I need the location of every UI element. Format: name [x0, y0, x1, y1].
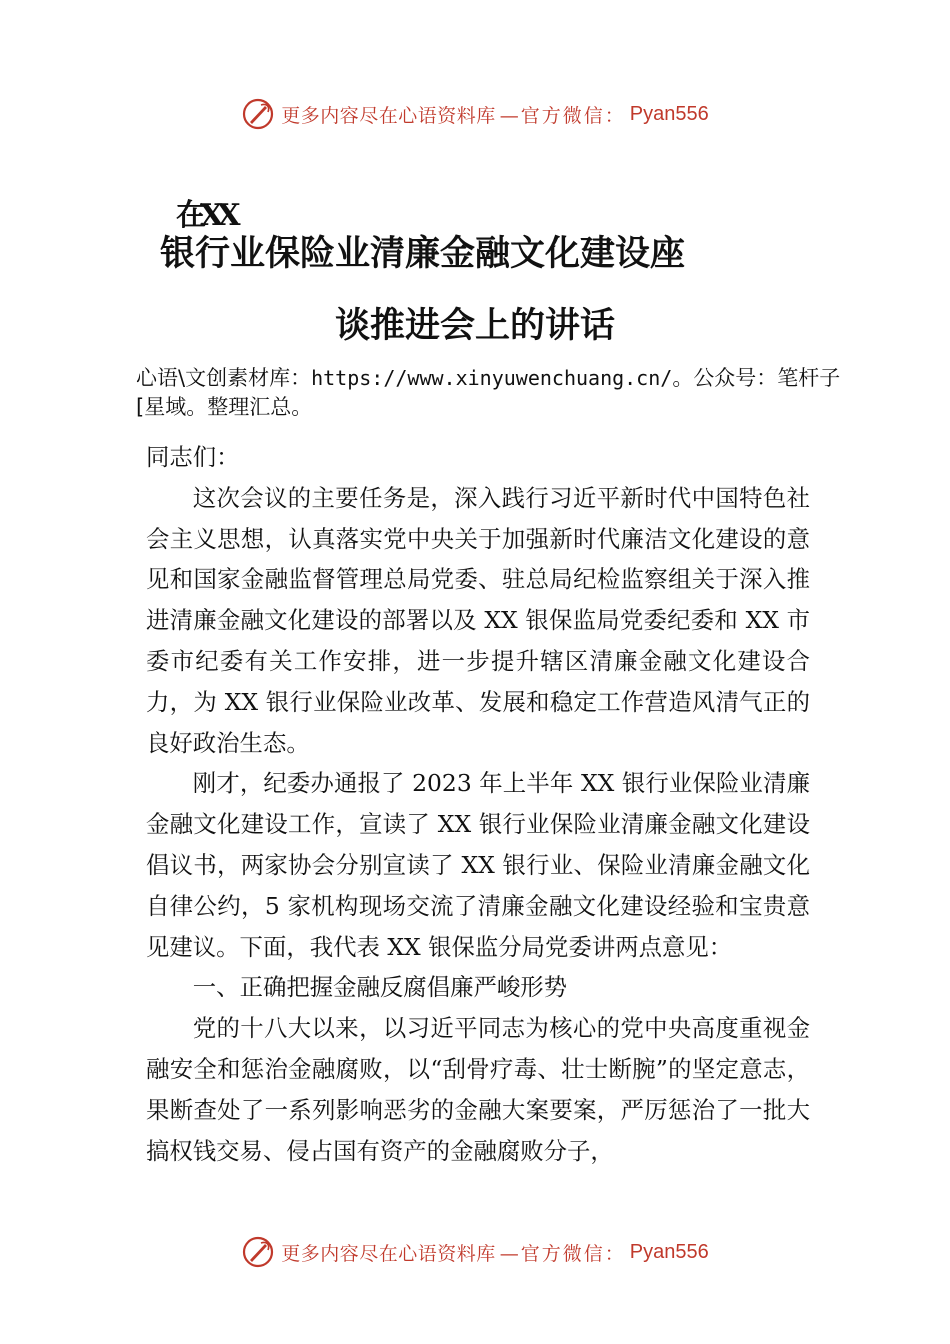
title-line-2	[0, 298, 950, 348]
quill-logo-icon	[241, 1235, 275, 1269]
source-lead: 心语\文创素材库：	[136, 366, 312, 390]
title-line-1: 银行业保险业清廉金融文化建设座	[160, 233, 686, 274]
banner-subtext: —官方微信：	[499, 104, 626, 127]
section-heading-1: 一、正确把握金融反腐倡廉严峻形势	[192, 973, 568, 1002]
banner-subtext: —官方微信：	[499, 1242, 626, 1265]
header-banner	[0, 94, 950, 134]
quill-logo-icon	[241, 97, 275, 131]
banner-wechat-id: Pyan556	[629, 1240, 709, 1263]
footer-banner	[0, 1232, 950, 1272]
source-url: https://www.xinyuwenchuang.cn/	[311, 366, 673, 390]
banner-wechat-id: Pyan556	[629, 102, 709, 125]
speech-body	[146, 437, 810, 1171]
title-line-2-text: 谈推进会上的讲话	[334, 305, 615, 346]
paragraph-1: 这次会议的主要任务是，深入践行习近平新时代中国特色社会主义思想，认真落实党中央关于加强新时代廉洁文化建设的意见和国家金融监督管理总局党委、驻总局纪检监察组关于深入推进清廉金融文化建设的部署以及 XX 银保监局党委纪委和 XX 市委市纪委有关工作安排，进一步提升辖区清廉金融文化建设合力，为 XX 银行业保险业改革、发展和稳定工作营造风清气正的良好政治生态。	[146, 483, 810, 757]
banner-text: 更多内容尽在心语资料库	[281, 1242, 496, 1265]
title-prefix: 在XX	[176, 198, 235, 233]
paragraph-2: 刚才，纪委办通报了 2023 年上半年 XX 银行业保险业清廉金融文化建设工作，宣读了 XX 银行业保险业清廉金融文化建设倡议书，两家协会分别宣读了 XX 银行业、保险业清廉金融文化自律公约，5 家机构现场交流了清廉金融文化建设经验和宝贵意见建议。下面，我代表 XX 银保监分局党委讲两点意见：	[146, 769, 810, 961]
paragraph-3: 党的十八大以来，以习近平同志为核心的党中央高度重视金融安全和惩治金融腐败，以“刮骨疗毒、壮士断腕”的坚定意志，果断查处了一系列影响恶劣的金融大案要案，严厉惩治了一批大搞权钱交易、侵占国有资产的金融腐败分子，	[146, 1014, 810, 1165]
source-tail: 。公众号：笔杆子[星域。整理汇总。	[136, 366, 841, 419]
salutation: 同志们：	[146, 443, 240, 471]
banner-text: 更多内容尽在心语资料库	[281, 104, 496, 127]
source-note	[136, 364, 856, 422]
